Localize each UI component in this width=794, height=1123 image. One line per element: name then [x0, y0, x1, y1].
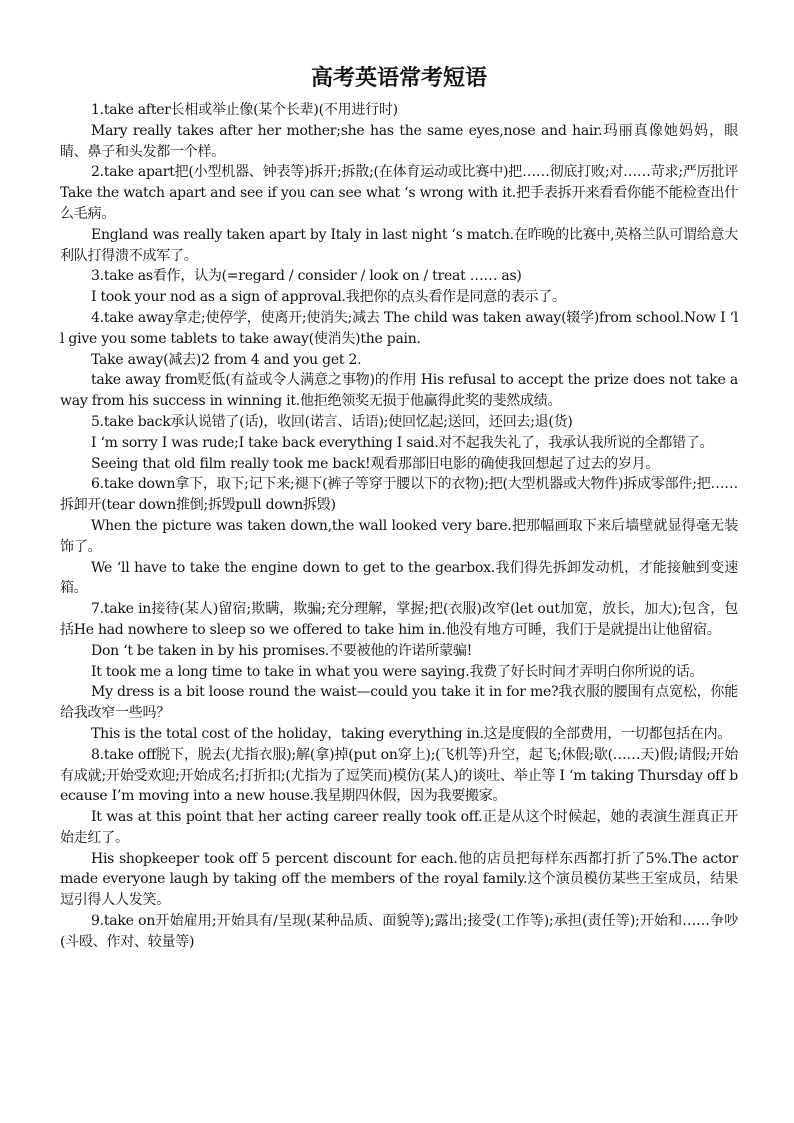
example-paragraph: Don ‘t be taken in by his promises.不要被他的许诺所蒙骗!: [91, 642, 473, 659]
entry-take-down: 6.take down拿下，取下;记下来;褪下(裤子等穿于腰以下的衣物);把(大型机器或大物件)拆成零部件;把……拆卸开(tear down推倒;拆毁pull down拆毁): [60, 476, 738, 514]
example-paragraph: This is the total cost of the holiday，taking everything in.这是度假的全部费用，一切都包括在内。: [91, 725, 732, 742]
example-paragraph: I ‘m sorry I was rude;I take back everything I said.对不起我失礼了，我承认我所说的全都错了。: [91, 434, 714, 451]
example-paragraph: Take away(减去)2 from 4 and you get 2.: [91, 351, 362, 368]
example-paragraph: Seeing that old film really took me back!观看那部旧电影的确使我回想起了过去的岁月。: [91, 455, 660, 472]
entry-take-back: 5.take back承认说错了(话)，收回(诺言、话语);使回忆起;送回，还回去;退(货): [91, 413, 573, 430]
entry-take-away: 4.take away拿走;使停学，使离开;使消失;减去 The child was taken away(辍学)from school.Now I ‘ll give you some tablets to take away(使消失)the pain.: [60, 309, 738, 347]
example-paragraph: His shopkeeper took off 5 percent discount for each.他的店员把每样东西都打折了5%.The actor made everyone laugh by taking off the members of the royal family.这个演员模仿某些王室成员，结果逗引得人人发笑。: [60, 850, 738, 909]
example-paragraph: It was at this point that her acting career really took off.正是从这个时候起，她的表演生涯真正开始走红了。: [60, 809, 738, 846]
phrase-list: [60, 100, 738, 953]
example-paragraph: I took your nod as a sign of approval.我把你的点头看作是同意的表示了。: [91, 289, 566, 306]
entry-take-off: 8.take off脱下，脱去(尤指衣服);解(拿)掉(put on穿上);(飞机等)升空，起飞;休假;歇(……天)假;请假;开始有成就;开始受欢迎;开始成名;打折扣;(尤指为了逗笑而)模仿(某人)的谈吐、举止等 I ‘m taking Thursday off because I’m moving into a new house.我星期四休假，因为我要搬家。: [60, 746, 738, 805]
page-title: 高考英语常考短语: [310, 66, 487, 91]
entry-take-on: 9.take on开始雇用;开始具有/呈现(某种品质、面貌等);露出;接受(工作等);承担(责任等);开始和……争吵(斗殴、作对、较量等): [60, 913, 738, 950]
example-paragraph: When the picture was taken down,the wall looked very bare.把那幅画取下来后墙壁就显得毫无装饰了。: [60, 517, 738, 555]
example-paragraph: We ‘ll have to take the engine down to get to the gearbox.我们得先拆卸发动机，才能接触到变速箱。: [60, 559, 738, 597]
example-paragraph: Mary really takes after her mother;she has the same eyes,nose and hair.玛丽真像她妈妈，眼睛、鼻子和头发都一个样。: [60, 122, 738, 160]
entry-take-as: 3.take as看作，认为(=regard / consider / look on / treat …… as): [91, 268, 522, 285]
entry-take-apart: 2.take apart把(小型机器、钟表等)拆开;拆散;(在体育运动或比赛中)把……彻底打败;对……苛求;严厉批评 Take the watch apart and see if you can see what ‘s wrong with it.把手表拆开来看看你能不能检查出什么毛病。: [60, 164, 738, 222]
example-paragraph: England was really taken apart by Italy in last night ‘s match.在昨晚的比赛中,英格兰队可谓给意大利队打得溃不成军了。: [60, 226, 739, 264]
entry-take-after: 1.take after长相或举止像(某个长辈)(不用进行时): [91, 102, 398, 118]
entry-take-in: 7.take in接待(某人)留宿;欺瞒，欺骗;充分理解，掌握;把(衣服)改窄(let out加宽，放长，加大);包含，包括He had nowhere to sleep so we offered to take him in.他没有地方可睡，我们于是就提出让他留宿。: [60, 601, 738, 638]
entry-take-away-from: take away from贬低(有益或令人满意之事物)的作用 His refusal to accept the prize does not take away from his success in winning it.他拒绝领奖无损于他赢得此奖的斐然成绩。: [60, 372, 738, 410]
example-paragraph: My dress is a bit loose round the waist—could you take it in for me?我衣服的腰围有点宽松，你能给我改窄一些吗？: [60, 684, 738, 722]
example-paragraph: It took me a long time to take in what you were saying.我费了好长时间才弄明白你所说的话。: [91, 663, 704, 680]
